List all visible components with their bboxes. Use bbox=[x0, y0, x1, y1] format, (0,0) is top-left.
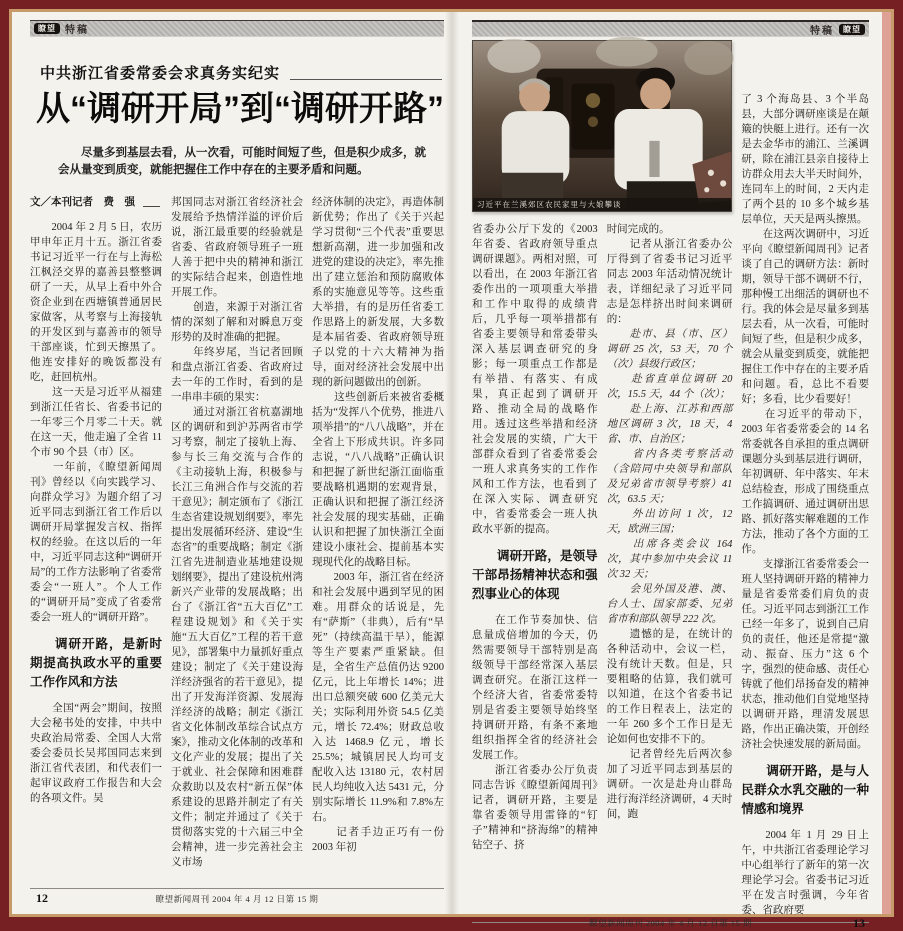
magazine-spread bbox=[9, 9, 894, 930]
right-page-two-columns bbox=[472, 222, 732, 918]
paragraph: 2004 年 1 月 29 日上午，中共浙江省委理论学习中心组举行了新年的第一次理论学习会。省委书记习近平在发言时强调，今年省委、省政府要 bbox=[741, 830, 869, 916]
left-col-3 bbox=[312, 195, 444, 884]
right-col3-paragraphs bbox=[741, 92, 869, 752]
left-footer-journal-line: 瞭望新闻周刊 2004 年 4 月 12 日第 15 期 bbox=[155, 893, 319, 904]
kicker: 中共浙江省委常委会求真务实纪实 bbox=[40, 65, 281, 82]
paragraph: 全国“两会”期间，按照大会秘书处的安排，中共中央政治局常委、全国人大常委会委员长吴邦国同志来到浙江省代表团，和代表们一起审议政府工作报告和大会的各项文件。吴 bbox=[30, 703, 162, 804]
paragraph: 一年前，《瞭望新闻周刊》曾经以《向实践学习、向群众学习》为题介绍了习近平同志到浙江省工作后以调研开局掌握发言权、指挥权的经验。在这以后的一年中，习近平同志这种“调研开局”的工作方法影响了省委常委会“一班人”。个人工作的“调研开局”变成了省委常委会一班人的“调研开路”。 bbox=[30, 462, 162, 623]
paragraph: 出席各类会议 164 次，其中参加中央会议 11 次 32 天； bbox=[606, 539, 733, 580]
paragraph: 经济体制的决定》，再造体制新优势；作出了《关于兴起学习贯彻“三个代表”重要思想新高潮，进一步加强和改进党的建设的决定》，率先推出了建立惩治和预防腐败体系的实施意见等等。这些重大举措，有的是历任省委工作思路上的新发展，大多数是本届省委、省政府领导班子以党的十六大精神为指导，面对经济社会发展中出现的新问题做出的创新。 bbox=[312, 197, 444, 388]
paragraph: 记者从浙江省委办公厅得到了省委书记习近平同志 2003 年活动情况统计表，详细纪录了习近平同志是怎样挤出时间来调研的： bbox=[606, 239, 733, 325]
paragraph: 2004 年 2 月 5 日，农历甲申年正月十五。浙江省委书记习近平一行在与上海松江枫泾交界的嘉善县整整调研了一天，从早上看中外合资企业到在西塘镇普通居民家做客，从考察与上海接轨的开发区到与嘉善市的领导干部座谈，忙到天擦黑了。他连安排好的晚饭都没有吃，赶回杭州。 bbox=[30, 222, 162, 383]
left-page-number: 12 bbox=[36, 891, 48, 905]
paragraph: 在这两次调研中，习近平向《瞭望新闻周刊》记者谈了自己的调研方法：新时期，领导干部不调研不行，那种慢工出细活的调研也不行。我的体会是尽量多到基层去看，从一次看，可能时间短了些，但是积少成多，就会从量变到质变，就能把握住工作中存在的主要矛盾和问题。看，总比不看要好；多看，比少看要好！ bbox=[741, 229, 869, 405]
right-col-3 bbox=[741, 40, 869, 918]
paragraph: 记者手边正巧有一份 2003 年初 bbox=[312, 827, 444, 853]
kicker-rule bbox=[290, 79, 442, 80]
left-col-2 bbox=[171, 195, 303, 884]
left-col1-paragraphs-2 bbox=[30, 701, 162, 806]
news-photo bbox=[472, 40, 732, 212]
right-col2-statistics bbox=[607, 327, 733, 627]
left-page bbox=[12, 12, 458, 914]
right-page-left-area bbox=[472, 40, 732, 918]
paragraph: 遗憾的是，在统计的各种活动中，会议一栏，没有统计天数。但是，只要粗略的估算，我们就可以知道，在这个省委书记的工作日程表上，法定的一年 260 多个工作日是无论如何也安排不下的。 bbox=[606, 629, 733, 745]
standfirst: 尽量多到基层去看，从一次看，可能时间短了些，但是积少成多，就会从量变到质变，就能把握住工作中存在的主要矛盾和问题。 bbox=[58, 147, 426, 176]
left-col3-paragraphs bbox=[312, 195, 444, 855]
left-col-1 bbox=[30, 195, 162, 884]
byline-rule bbox=[143, 206, 160, 207]
page-gutter-shadow bbox=[445, 12, 459, 914]
right-col2-paragraphs-2 bbox=[607, 627, 733, 822]
journal-logo-badge-right: 瞭望 bbox=[839, 24, 865, 35]
right-col1-paragraphs-2 bbox=[472, 613, 598, 853]
right-col1-paragraphs bbox=[472, 222, 598, 537]
subhead-1: 调研开路，是新时期提高执政水平的重要工作作风和方法 bbox=[30, 637, 162, 689]
kicker-row bbox=[40, 62, 442, 83]
byline: 文／本刊记者 费 强 bbox=[30, 197, 135, 208]
paragraph: 这些创新后来被省委概括为“发挥八个优势，推进八项举措”的“八八战略”，并在全省上下形成共识。许多同志说，“八八战略”正确认识和把握了新世纪浙江面临重要战略机遇期的宏观背景，正确认识和把握了浙江经济社会发展的现实基础，正确认识和把握了加快浙江全面建设小康社会、提前基本实现现代化的战略目标。 bbox=[312, 392, 444, 568]
right-col-2 bbox=[607, 222, 733, 918]
right-col-1 bbox=[472, 222, 598, 918]
right-page-number: 13 bbox=[853, 915, 865, 930]
subhead-2: 调研开路，是领导干部昂扬精神状态和强烈事业心的体现 bbox=[472, 549, 598, 601]
byline-row bbox=[30, 195, 162, 210]
paragraph: 这一天是习近平从福建到浙江任省长、省委书记的一年零三个月零二十天。就在这一天，他走遍了全省 11 个市 90 个县（市）区。 bbox=[30, 387, 162, 458]
paragraph: 邦国同志对浙江省经济社会发展给予热情洋溢的评价后说，浙江最重要的经验就是省委、省政府领导班子一班人善于把中央的精神和浙江的实际结合起来，创造性地开展工作。 bbox=[171, 197, 303, 298]
paragraph: 赴市、县（市、区）调研 25 次，53 天，70 个（次）县级行政区； bbox=[606, 329, 733, 370]
paragraph: 赴上海、江苏和西部地区调研 3 次，18 天，4 省、市、自治区； bbox=[606, 404, 733, 445]
paragraph: 时间完成的。 bbox=[606, 224, 670, 235]
paragraph: 在工作节奏加快、信息量成倍增加的今天，仍然需要领导干部特别是高级领导干部经常深入基层调查研究。在浙江这样一个经济大省，省委常委特别是省委主要领导始终坚持调研开路，有条不紊地组织指挥全省的经济社会发展工作。 bbox=[472, 615, 598, 761]
paragraph: 会见外国及港、澳、台人士、国家部委、兄弟省市和部队领导 222 次。 bbox=[606, 584, 733, 625]
subhead-3: 调研开路，是与人民群众水乳交融的一种情感和境界 bbox=[741, 764, 869, 816]
paragraph: 记者曾经先后两次参加了习近平同志到基层的调研。一次是赴舟山群岛进行海洋经济调研，4 天时间，跑 bbox=[606, 749, 733, 820]
paragraph: 年终岁尾，当记者回顾和盘点浙江省委、省政府过去一年的工作时，看到的是一串串丰硕的果实： bbox=[171, 347, 303, 403]
page-edge-strip bbox=[882, 12, 891, 914]
right-col2-paragraphs bbox=[607, 222, 733, 327]
paragraph: 了 3 个海岛县、3 个半岛县，大部分调研座谈是在颠簸的快艇上进行。还有一次是去金华市的浦江、兰溪调研，除在浦江县亲自接待上访群众用去大半天时间外，连同车上的时间，2 天内走了两个县的 10 多个城乡基层单位，天天是两头擦黑。 bbox=[741, 94, 869, 225]
paragraph: 赴省直单位调研 20 次，15.5 天，44 个（次）； bbox=[606, 374, 733, 400]
photo-illustration bbox=[473, 41, 731, 211]
right-page-footer bbox=[472, 915, 869, 930]
photo-caption: 习近平在兰溪郊区农民家里与大娘攀谈 bbox=[473, 198, 731, 211]
section-label-right: 特稿 bbox=[810, 25, 834, 37]
journal-logo-badge: 瞭望 bbox=[34, 23, 60, 34]
paragraph: 外出访问 1 次，12 天，欧洲三国； bbox=[606, 509, 733, 535]
left-page-footer bbox=[30, 888, 444, 908]
right-page-body bbox=[472, 40, 869, 918]
right-footer-journal-line: 瞭望新闻周刊 2004 年 4 月 12 日第 15 期 bbox=[589, 918, 752, 928]
paragraph: 支撑浙江省委常委会一班人坚持调研开路的精神力量是省委常委们肩负的责任。习近平同志到浙江工作已经一年多了，说到自己肩负的责任，他还是常提“激动、振奋、压力”这 6 个字，强烈的使命感、责任心铸就了他们昂扬奋发的精神状态，推动他们自觉地坚持以调研开路，理清发展思路，作出正确决策，开创经济社会快速发展的新局面。 bbox=[741, 559, 869, 750]
paragraph: 省委办公厅下发的《2003 年省委、省政府领导重点调研课题》。两相对照，可以看出，在 2003 年浙江省委作出的一项项重大举措和工作中取得的成绩背后，几乎每一项举措都有省委主要领导和常委带头深入基层调查研究的身影；每一项重点工作都是有举措、有落实、有成果，真正起到了调研开路、推动全局的战略作用。透过这些举措和经济社会发展的实绩，广大干部群众看到了省委常委会一班人求真务实的工作作风和工作方法，也看到了在深入实际、调查研究中，省委常委会一班人执政水平新的提高。 bbox=[472, 224, 598, 535]
paragraph: 浙江省委办公厅负责同志告诉《瞭望新闻周刊》记者，调研开路，主要是靠省委领导用雷锋的“钉子”精神和“挤海绵”的精神钻空子、挤 bbox=[472, 765, 598, 851]
left-header-band bbox=[30, 20, 444, 36]
paragraph: 2003 年，浙江省在经济和社会发展中遇到罕见的困难。用群众的话说是，先有“萨斯”（非典），后有“旱死”（持续高温干旱），能源等生产要素严重紧缺。但是，全省生产总值仍达 9200 亿元，比上年增长 14%；进出口总额突破 600 亿美元大关；实际利用外资 54.5 亿美元，增长 72.4%；财政总收入达 1468.9 亿元，增长 25.5%；城镇居民人均可支配收入达 13180 元，农村居民人均纯收入达 5431 元，分别实际增长 11.9%和 7.8%左右。 bbox=[312, 572, 444, 823]
paragraph: 在习近平的带动下，2003 年省委常委会的 14 名常委就各自承担的重点调研课题分头到基层进行调研，年初调研、年中落实、年末总结检查，形成了围绕重点工作搞调研、通过调研出思路、抓好落实解难题的工作方法，推动了各个方面的工作。 bbox=[741, 409, 869, 555]
paragraph: 创造，来源于对浙江省情的深刻了解和对瞬息万变形势的及时准确的把握。 bbox=[171, 302, 303, 343]
right-col3-paragraphs-2 bbox=[741, 828, 869, 918]
left-page-columns bbox=[30, 195, 444, 884]
paragraph: 通过对浙江省杭嘉湖地区的调研和到沪苏两省市学习考察，制定了接轨上海、参与长三角交流与合作的《主动接轨上海，积极参与长江三角洲合作与交流的若干意见》；制定颁布了《浙江生态省建设规划纲要》，率先提出发展循环经济、建设“生态省”的重要战略；制定《浙江省先进制造业基地建设规划纲要》，提出了建设杭州湾新兴产业带的发展战略；出台了《浙江省“五大百亿”工程建设规划》和《关于实施“五大百亿”工程的若干意见》，部署集中力量抓好重点建设；制定了《关于建设海洋经济强省的若干意见》，提出了开发海洋资源、发展海洋经济的战略；制定《浙江省文化体制改革综合试点方案》，推动文化体制的改革和文化产业的发展；提出了关于就业、社会保障和困难群众救助以及农村“新五保”体系建设的思路并制定了有关文件；制定并通过了《关于贯彻落实党的十六届三中全会精神，进一步完善社会主义市场 bbox=[171, 407, 303, 868]
article-headline: 从“调研开局”到“调研开路” bbox=[36, 90, 444, 128]
right-header-band bbox=[472, 20, 869, 36]
right-page bbox=[458, 12, 891, 930]
left-col1-paragraphs bbox=[30, 220, 162, 625]
section-label: 特稿 bbox=[65, 25, 89, 36]
left-col2-paragraphs bbox=[171, 195, 303, 870]
paragraph: 省内各类考察活动（含陪同中央领导和部队及兄弟省市领导考察）41 次，63.5 天； bbox=[606, 449, 733, 505]
